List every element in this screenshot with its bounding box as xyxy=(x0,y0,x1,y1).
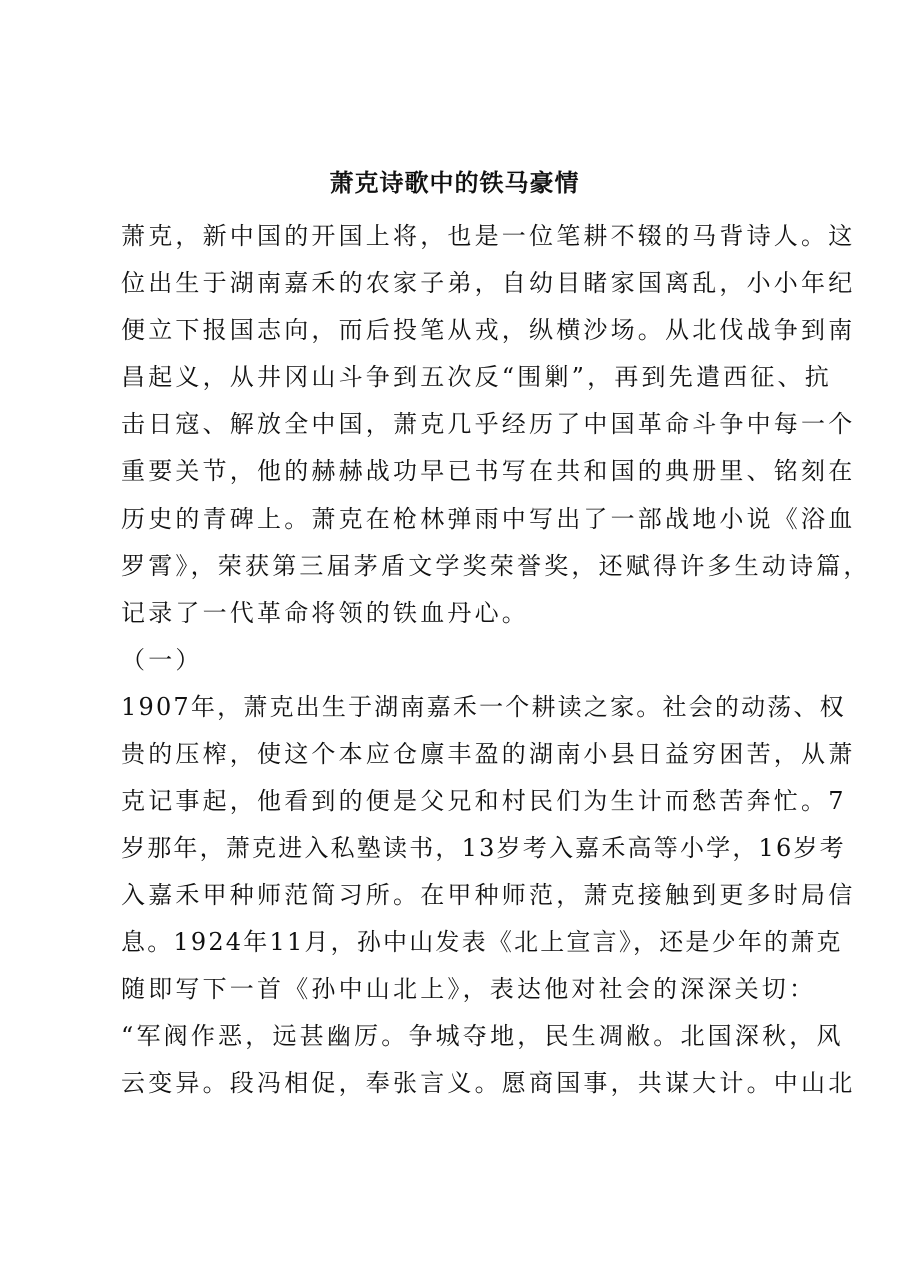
document-title: 萧克诗歌中的铁马豪情 xyxy=(329,168,580,197)
paragraph-line: 随即写下一首《孙中山北上》，表达他对社会的深深关切： xyxy=(121,975,817,1003)
paragraph-line: 入嘉禾甲种师范简习所。在甲种师范，萧克接触到更多时局信 xyxy=(121,881,856,909)
paragraph-line: 云变异。段冯相促，奉张言义。愿商国事，共谋大计。中山北 xyxy=(121,1069,856,1097)
section-heading: （一） xyxy=(121,646,203,674)
paragraph-line: 息。1924年11月，孙中山发表《北上宣言》，还是少年的萧克 xyxy=(121,928,843,956)
paragraph-line: 萧克，新中国的开国上将，也是一位笔耕不辍的马背诗人。这 xyxy=(121,222,856,250)
paragraph-line: 重要关节，他的赫赫战功早已书写在共和国的典册里、铭刻在 xyxy=(121,457,856,485)
paragraph-line: “军阀作恶，远甚幽厉。争城夺地，民生凋敝。北国深秋，风 xyxy=(121,1022,844,1050)
paragraph-line: 贵的压榨，使这个本应仓廪丰盈的湖南小县日益穷困苦，从萧 xyxy=(121,740,856,768)
paragraph-line: 岁那年，萧克进入私塾读书，13岁考入嘉禾高等小学，16岁考 xyxy=(121,834,846,862)
paragraph-line: 位出生于湖南嘉禾的农家子弟，自幼目睹家国离乱，小小年纪 xyxy=(121,269,856,297)
paragraph-line: 击日寇、解放全中国，萧克几乎经历了中国革命斗争中每一个 xyxy=(121,410,856,438)
paragraph-line: 记录了一代革命将领的铁血丹心。 xyxy=(121,599,529,627)
paragraph-line: 1907年，萧克出生于湖南嘉禾一个耕读之家。社会的动荡、权 xyxy=(121,693,846,721)
paragraph-line: 克记事起，他看到的便是父兄和村民们为生计而愁苦奔忙。7 xyxy=(121,787,847,815)
paragraph-line: 昌起义，从井冈山斗争到五次反“围剿”，再到先遣西征、抗 xyxy=(121,363,832,391)
paragraph-line: 便立下报国志向，而后投笔从戎，纵横沙场。从北伐战争到南 xyxy=(121,316,856,344)
paragraph-line: 历史的青碑上。萧克在枪林弹雨中写出了一部战地小说《浴血 xyxy=(121,505,856,533)
paragraph-line: 罗霄》，荣获第三届茅盾文学奖荣誉奖，还赋得许多生动诗篇， xyxy=(121,552,871,580)
